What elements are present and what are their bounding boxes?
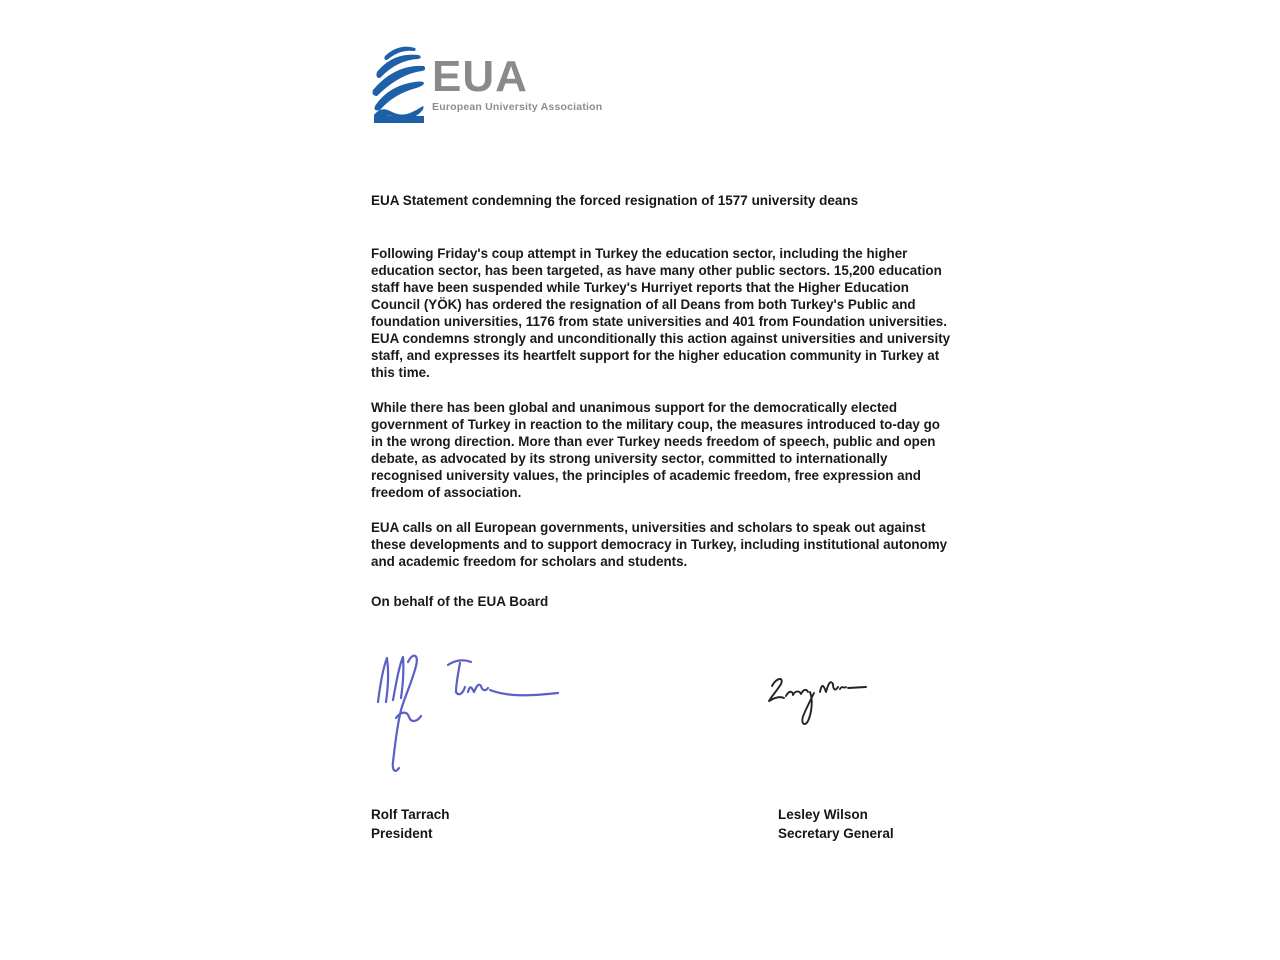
signatory-lesley-wilson [778, 806, 894, 843]
paragraph-2: While there has been global and unanimous support for the democratically elected government of Turkey in reaction to the military coup, the measures introduced to-day go in the wrong direction. More than ever Turkey needs freedom of speech, public and open debate, as advocated by its strong university sector, committed to internationally recognised university values, the principles of academic freedom, free expression and freedom of association. [371, 400, 940, 500]
signatory-name: Lesley Wilson [778, 807, 868, 822]
paragraph-3: EUA calls on all European governments, universities and scholars to speak out against these developments and to support democracy in Turkey, including institutional autonomy and academic freedom for scholars and students. [371, 520, 948, 569]
statement-title: EUA Statement condemning the forced resignation of 1577 university deans [371, 193, 859, 208]
signatory-title: President [371, 825, 433, 841]
signatory-title: Secretary General [778, 825, 894, 841]
signatory-name: Rolf Tarrach [371, 807, 450, 822]
paragraph-1: Following Friday's coup attempt in Turkey the education sector, including the higher education sector, has been targeted, as have many other public sectors. 15,200 education staff have been suspended while Turkey's Hurriyet reports that the Higher Education Council (YÖK) has ordered the resignation of all Deans from both Turkey's Public and foundation universities, 1176 from state universities and 401 from Foundation universities. EUA condemns strongly and unconditionally this action against universities and university staff, and expresses its heartfelt support for the higher education community in Turkey at this time. [371, 246, 951, 380]
eua-logo-tagline: European University Association [432, 100, 603, 113]
eua-globe-icon [371, 42, 427, 124]
lesley-wilson-signature [763, 666, 871, 736]
closing-line: On behalf of the EUA Board [371, 594, 549, 609]
statement-body [371, 245, 951, 588]
eua-logo-acronym: EUA [432, 52, 528, 101]
eua-logo [371, 42, 602, 124]
signatory-rolf-tarrach [371, 806, 450, 843]
eua-logo-text [432, 52, 603, 113]
rolf-tarrach-signature [372, 650, 562, 782]
